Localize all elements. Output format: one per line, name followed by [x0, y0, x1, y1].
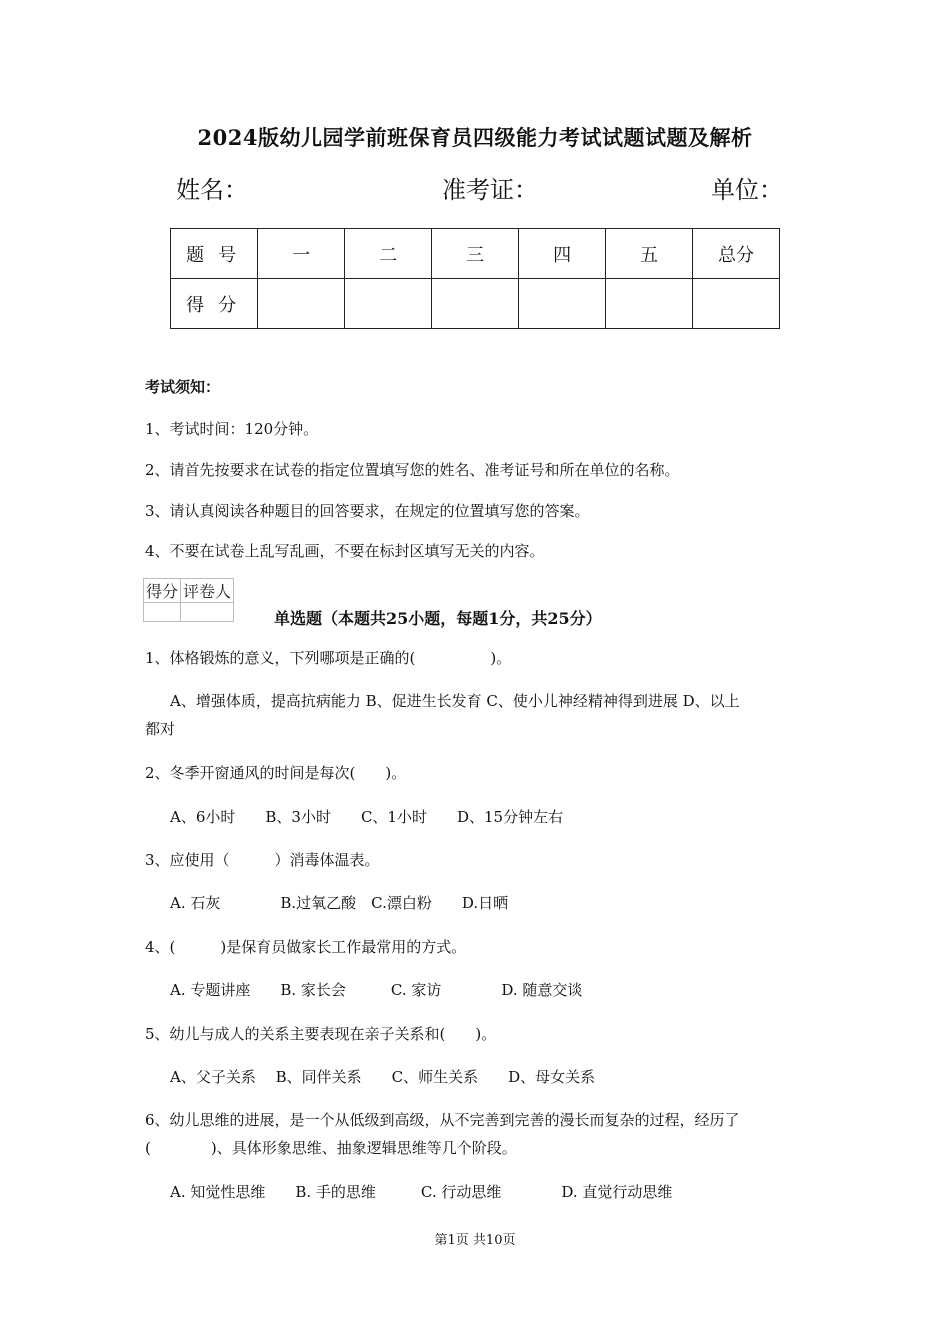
score-table-header-row [171, 229, 780, 279]
grader-name-label: 评卷人 [181, 579, 234, 603]
score-table-col: 四 [519, 229, 606, 279]
notice-item: 2、请首先按要求在试卷的指定位置填写您的姓名、准考证号和所在单位的名称。 [145, 461, 680, 479]
score-table-col: 二 [345, 229, 432, 279]
question-stem: 1、体格锻炼的意义，下列哪项是正确的( )。 [145, 649, 512, 667]
score-table-col: 总分 [692, 229, 779, 279]
notice-heading: 考试须知： [145, 378, 221, 396]
grader-score-cell [144, 603, 181, 622]
question-options: A、增强体质，提高抗病能力 B、促进生长发育 C、使小儿神经精神得到进展 D、以上 [170, 692, 740, 710]
question-stem: 5、幼儿与成人的关系主要表现在亲子关系和( )。 [145, 1025, 497, 1043]
score-table-row-head: 题号 [171, 229, 258, 279]
score-table-score-row [171, 279, 780, 329]
score-table-col: 三 [432, 229, 519, 279]
question-stem: ( )、具体形象思维、抽象逻辑思维等几个阶段。 [145, 1139, 517, 1157]
score-cell [692, 279, 779, 329]
section-title: 单选题（本题共25小题，每题1分，共25分） [274, 609, 602, 628]
score-cell [345, 279, 432, 329]
question-options: A. 专题讲座 B. 家长会 C. 家访 D. 随意交谈 [170, 981, 583, 999]
grader-name-cell [181, 603, 234, 622]
score-table-col: 五 [606, 229, 693, 279]
score-table [170, 228, 780, 329]
score-cell [606, 279, 693, 329]
grader-box [143, 578, 234, 622]
question-stem: 6、幼儿思维的进展，是一个从低级到高级，从不完善到完善的漫长而复杂的过程，经历了 [145, 1111, 740, 1129]
notice-item: 1、考试时间：120分钟。 [145, 420, 319, 438]
question-stem: 4、( )是保育员做家长工作最常用的方式。 [145, 938, 467, 956]
name-label: 姓名： [176, 176, 248, 204]
notice-item: 4、不要在试卷上乱写乱画，不要在标封区填写无关的内容。 [145, 542, 545, 560]
question-options: A、父子关系 B、同伴关系 C、师生关系 D、母女关系 [170, 1068, 596, 1086]
question-stem: 3、应使用（ ）消毒体温表。 [145, 851, 380, 869]
score-cell [519, 279, 606, 329]
notice-item: 3、请认真阅读各种题目的回答要求，在规定的位置填写您的答案。 [145, 502, 590, 520]
exam-id-label: 准考证： [442, 176, 538, 204]
grader-score-label: 得分 [144, 579, 181, 603]
question-options: 都对 [145, 720, 176, 738]
score-table-row-head: 得分 [171, 279, 258, 329]
score-table-col: 一 [258, 229, 345, 279]
score-cell [258, 279, 345, 329]
question-options: A、6小时 B、3小时 C、1小时 D、15分钟左右 [170, 808, 564, 826]
unit-label: 单位： [711, 176, 783, 204]
score-cell [432, 279, 519, 329]
question-options: A. 知觉性思维 B. 手的思维 C. 行动思维 D. 直觉行动思维 [170, 1183, 673, 1201]
page-footer: 第1页 共10页 [434, 1233, 516, 1248]
question-stem: 2、冬季开窗通风的时间是每次( )。 [145, 764, 407, 782]
question-options: A. 石灰 B.过氧乙酸 C.漂白粉 D.日晒 [170, 894, 509, 912]
page-title: 2024版幼儿园学前班保育员四级能力考试试题试题及解析 [197, 125, 753, 150]
